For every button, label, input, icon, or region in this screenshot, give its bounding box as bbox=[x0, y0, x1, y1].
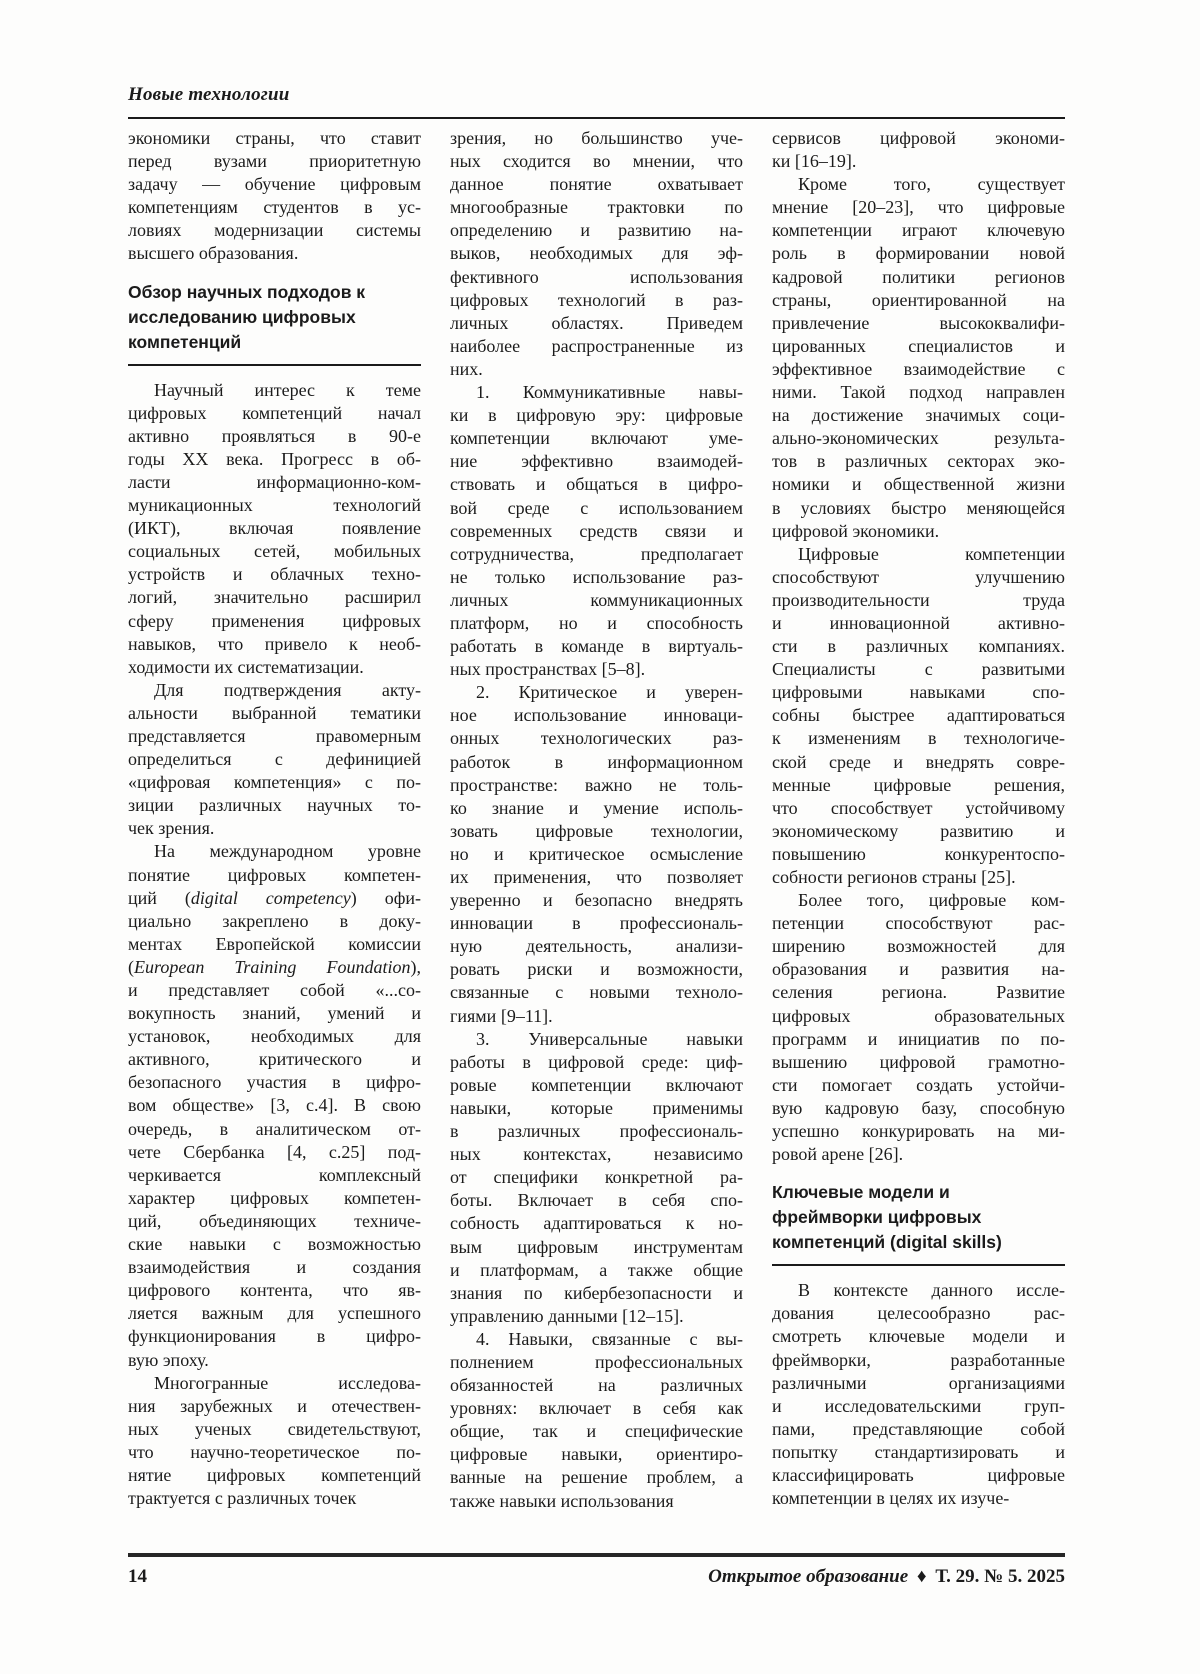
text-line: зовать цифровые технологии, bbox=[450, 820, 743, 841]
paragraph bbox=[128, 379, 421, 679]
text-line: активного, критического и bbox=[128, 1049, 421, 1070]
text-line: чек зрения. bbox=[128, 818, 215, 839]
text-line: чете Сбербанка [4, с.25] под- bbox=[128, 1141, 421, 1162]
text-line: платформ, но и способность bbox=[450, 612, 743, 633]
text-line: что способствует устойчивому bbox=[772, 797, 1065, 818]
text-line: ментах Европейской комиссии bbox=[128, 933, 421, 954]
text-line: работы в цифровой среде: циф- bbox=[450, 1051, 743, 1072]
text-line: собности регионов страны [25]. bbox=[772, 867, 1016, 887]
text-line: собны быстрее адаптироваться bbox=[772, 705, 1065, 726]
text-line: программ и инициатив по по- bbox=[772, 1028, 1065, 1049]
text-line: компетенции в целях их изуче- bbox=[772, 1488, 1010, 1509]
text-line: обязанностей на различных bbox=[450, 1375, 743, 1396]
text-line: успешно конкурировать на ми- bbox=[772, 1121, 1065, 1142]
text-line: онных технологических раз- bbox=[450, 728, 743, 749]
journal-reference bbox=[708, 1566, 1065, 1588]
text-line: Научный интерес к теме bbox=[154, 379, 421, 400]
text-line: фективного использования bbox=[450, 266, 743, 287]
text-line: личных коммуникационных bbox=[450, 589, 743, 610]
text-line: цифровых образовательных bbox=[772, 1005, 1065, 1026]
text-line: личных областях. Приведем bbox=[450, 312, 743, 333]
text-line: собность адаптироваться к но- bbox=[450, 1213, 743, 1234]
text-line: взаимодействия и создания bbox=[128, 1257, 421, 1278]
text-line: трактуется с различных точек bbox=[128, 1488, 357, 1509]
text-line: знания по кибербезопасности и bbox=[450, 1282, 743, 1303]
text-line: определиться с дефиницией bbox=[128, 749, 421, 770]
text-line: наиболее распространенные из bbox=[450, 335, 743, 356]
text-line: номики и общественной жизни bbox=[772, 474, 1065, 495]
text-line: ними. Такой подход направлен bbox=[772, 382, 1065, 403]
text-line: вым цифровым инструментам bbox=[450, 1236, 743, 1257]
text-line: в условиях быстро меняющейся bbox=[772, 497, 1065, 518]
text-line: ных сходится во мнении, что bbox=[450, 151, 743, 172]
text-line: характер цифровых компетен- bbox=[128, 1187, 421, 1208]
text-line: цифровой экономики. bbox=[772, 520, 940, 541]
section-heading bbox=[128, 280, 421, 366]
text-line: образования и развития на- bbox=[772, 959, 1065, 980]
text-line: 4. Навыки, связанные с вы- bbox=[476, 1328, 743, 1349]
text-line: Ключевые модели и bbox=[772, 1182, 950, 1203]
paragraph bbox=[128, 840, 421, 1371]
text-line: циально закреплено в доку- bbox=[128, 910, 421, 931]
text-line: и инновационной активно- bbox=[772, 612, 1065, 633]
text-line: 1. Коммуникативные навы- bbox=[476, 382, 743, 403]
text-line: исследованию цифровых bbox=[128, 306, 356, 327]
text-line: что научно-теоретическое по- bbox=[128, 1441, 421, 1462]
paragraph bbox=[128, 679, 421, 841]
text-line: годы XX века. Прогресс в об- bbox=[128, 448, 421, 469]
text-line: компетенции играют ключевую bbox=[772, 220, 1065, 241]
text-line: ную деятельность, анализи- bbox=[450, 936, 743, 957]
text-line: ловиях модернизации системы bbox=[128, 220, 421, 241]
text-line: привлечение высококвалифи- bbox=[772, 312, 1065, 333]
text-line: общие, так и специфические bbox=[450, 1421, 743, 1442]
text-line: пространстве: важно не толь- bbox=[450, 774, 743, 795]
paragraph bbox=[772, 889, 1065, 1166]
footer-rule bbox=[128, 1553, 1065, 1557]
text-line: данное понятие охватывает bbox=[450, 174, 743, 195]
text-line: компетенций bbox=[128, 331, 242, 352]
text-line: многообразные трактовки по bbox=[450, 197, 743, 218]
text-line: устройств и облачных техно- bbox=[128, 564, 421, 585]
running-head bbox=[128, 84, 290, 106]
text-line: вую эпоху. bbox=[128, 1349, 209, 1370]
issue-info: Т. 29. № 5. 2025 bbox=[935, 1566, 1065, 1587]
text-line: ния зарубежных и отечествен- bbox=[128, 1395, 421, 1416]
paragraph bbox=[772, 543, 1065, 889]
paragraph bbox=[450, 1028, 743, 1328]
text-line: нятие цифровых компетенций bbox=[128, 1464, 421, 1485]
text-line: вой среде с использованием bbox=[450, 497, 743, 518]
text-line: и платформам, а также общие bbox=[450, 1259, 743, 1280]
text-line: навыки, которые применимы bbox=[450, 1097, 743, 1118]
text-line: активно проявляться в 90-е bbox=[128, 425, 421, 446]
text-line: вышению цифровой грамотно- bbox=[772, 1051, 1065, 1072]
text-line: к изменениям в технологиче- bbox=[772, 728, 1065, 749]
text-line: очередь, в аналитическом от- bbox=[128, 1118, 421, 1139]
text-line: производительности труда bbox=[772, 589, 1065, 610]
text-line: фреймворки цифровых bbox=[772, 1207, 982, 1228]
text-line: ляется важным для успешного bbox=[128, 1303, 421, 1324]
text-line: зрения, но большинство уче- bbox=[450, 128, 743, 148]
paragraph bbox=[772, 127, 1065, 173]
paragraph bbox=[450, 127, 743, 381]
text-line: них. bbox=[450, 358, 483, 379]
text-line: ширению возможностей для bbox=[772, 936, 1065, 957]
text-line: задачу — обучение цифровым bbox=[128, 174, 421, 195]
text-line: ций, объединяющих техниче- bbox=[128, 1210, 421, 1231]
diamond-icon: ♦ bbox=[916, 1566, 927, 1587]
text-line: ровые компетенции включают bbox=[450, 1074, 743, 1095]
text-line: ской среде и внедрять совре- bbox=[772, 751, 1065, 772]
text-line: ных контекстах, независимо bbox=[450, 1144, 743, 1165]
text-line: ласти информационно-ком- bbox=[128, 471, 421, 492]
paragraph bbox=[450, 1328, 743, 1513]
text-line: навыков, что привело к необ- bbox=[128, 633, 421, 654]
text-line: компетенций (digital skills) bbox=[772, 1232, 1002, 1253]
text-line: ванные на решение проблем, а bbox=[450, 1467, 743, 1488]
text-line: На международном уровне bbox=[154, 841, 421, 862]
text-line: компетенции включают уме- bbox=[450, 428, 743, 449]
text-line: экономическому развитию и bbox=[772, 820, 1065, 841]
text-line: и представляет собой «...со- bbox=[128, 980, 421, 1000]
text-line: пами, представляющие собой bbox=[772, 1418, 1065, 1439]
text-line: от специфики конкретной ра- bbox=[450, 1167, 743, 1188]
journal-title: Открытое образование bbox=[708, 1566, 909, 1587]
text-line: повышению конкурентоспо- bbox=[772, 843, 1065, 864]
paragraph bbox=[772, 173, 1065, 543]
text-line: управлению данными [12–15]. bbox=[450, 1305, 684, 1326]
text-line: вую кадровую базу, способную bbox=[772, 1097, 1065, 1118]
text-line: дования целесообразно рас- bbox=[772, 1303, 1065, 1324]
text-line: зиции различных научных то- bbox=[128, 795, 421, 816]
text-line: понятие цифровых компетен- bbox=[128, 864, 421, 885]
text-line: (European Training Foundation), bbox=[128, 956, 421, 977]
text-line: боты. Включает в себя спо- bbox=[450, 1190, 743, 1211]
text-line: ние эффективно взаимодей- bbox=[450, 451, 743, 472]
text-line: цифровых компетенций начал bbox=[128, 402, 421, 423]
text-line: работать в команде в виртуаль- bbox=[450, 636, 743, 657]
text-line: страны, ориентированной на bbox=[772, 289, 1065, 310]
section-heading bbox=[772, 1180, 1065, 1266]
text-line: социальных сетей, мобильных bbox=[128, 541, 421, 562]
text-line: логий, значительно расширил bbox=[128, 587, 421, 608]
text-line: цированных специалистов и bbox=[772, 335, 1065, 356]
text-line: высшего образования. bbox=[128, 243, 299, 264]
text-line: на достижение значимых соци- bbox=[772, 405, 1065, 426]
text-line: перед вузами приоритетную bbox=[128, 151, 421, 172]
text-line: Специалисты с развитыми bbox=[772, 659, 1065, 680]
text-line: способствуют улучшению bbox=[772, 566, 1065, 587]
text-line: ных пространствах [5–8]. bbox=[450, 659, 646, 680]
text-line: уверенно и безопасно внедрять bbox=[450, 890, 743, 911]
text-line: связанные с новыми техноло- bbox=[450, 982, 743, 1003]
text-line: инновации в профессиональ- bbox=[450, 913, 743, 934]
text-line: кадровой политики регионов bbox=[772, 266, 1065, 287]
text-line: 2. Критическое и уверен- bbox=[476, 682, 743, 703]
text-line: Кроме того, существует bbox=[798, 174, 1065, 195]
text-line: ровать риски и возможности, bbox=[450, 959, 743, 980]
text-line: и исследовательскими груп- bbox=[772, 1395, 1065, 1416]
text-line: выков, необходимых для эф- bbox=[450, 243, 743, 264]
page-number: 14 bbox=[128, 1566, 147, 1587]
text-line: цифрового контента, что яв- bbox=[128, 1280, 421, 1301]
column-1 bbox=[128, 127, 421, 1513]
text-line: экономики страны, что ставит bbox=[128, 128, 421, 148]
page-footer bbox=[128, 1566, 1065, 1588]
text-line: менные цифровые решения, bbox=[772, 774, 1065, 795]
text-line: гиями [9–11]. bbox=[450, 1005, 553, 1026]
text-line: различными организациями bbox=[772, 1372, 1065, 1393]
text-line: в различных профессиональ- bbox=[450, 1121, 743, 1142]
text-line: компетенциям студентов в ус- bbox=[128, 197, 421, 218]
text-line: цифровыми навыками спо- bbox=[772, 682, 1065, 703]
text-line: сти помогает создать устойчи- bbox=[772, 1074, 1065, 1095]
text-line: ки [16–19]. bbox=[772, 151, 857, 172]
text-line: Цифровые компетенции bbox=[798, 543, 1065, 564]
text-line: функционирования в цифро- bbox=[128, 1326, 421, 1347]
text-line: ки в цифровую эру: цифровые bbox=[450, 405, 743, 426]
text-line: ские навыки с возможностью bbox=[128, 1234, 421, 1255]
text-line: фреймворки, разработанные bbox=[772, 1349, 1065, 1370]
paragraph bbox=[128, 127, 421, 266]
text-line: уровнях: включает в себя как bbox=[450, 1398, 743, 1419]
text-line: сотрудничества, предполагает bbox=[450, 543, 743, 564]
text-line: «цифровая компетенция» с по- bbox=[128, 772, 421, 793]
text-line: Для подтверждения акту- bbox=[154, 679, 421, 700]
text-line: черкивается комплексный bbox=[128, 1164, 421, 1185]
text-columns bbox=[128, 127, 1065, 1513]
header-rule bbox=[128, 117, 1065, 119]
text-line: муникационных технологий bbox=[128, 495, 421, 516]
text-line: ных ученых свидетельствуют, bbox=[128, 1418, 421, 1439]
text-line: но и критическое осмысление bbox=[450, 843, 743, 864]
paragraph bbox=[450, 681, 743, 1027]
section-title: Новые технологии bbox=[128, 84, 290, 105]
text-line: представляется правомерным bbox=[128, 725, 421, 746]
text-line: сти в различных компаниях. bbox=[772, 636, 1065, 657]
text-line: не только использование раз- bbox=[450, 566, 743, 587]
text-line: вокупность знаний, умений и bbox=[128, 1003, 421, 1024]
text-line: Обзор научных подходов к bbox=[128, 281, 366, 302]
text-line: работок в информационном bbox=[450, 751, 743, 772]
text-line: роль в формировании новой bbox=[772, 243, 1065, 264]
text-line: ровой арене [26]. bbox=[772, 1144, 904, 1165]
text-line: цифровых технологий в раз- bbox=[450, 289, 743, 310]
text-line: попытку стандартизировать и bbox=[772, 1441, 1065, 1462]
text-line: тов в различных секторах эко- bbox=[772, 451, 1065, 472]
text-line: ко знание и умение исполь- bbox=[450, 797, 743, 818]
text-line: вом обществе» [3, с.4]. В свою bbox=[128, 1095, 421, 1116]
text-line: цифровые навыки, ориентиро- bbox=[450, 1444, 743, 1465]
text-line: В контексте данного иссле- bbox=[798, 1280, 1065, 1301]
text-line: полнением профессиональных bbox=[450, 1351, 743, 1372]
text-line: определению и развитию на- bbox=[450, 220, 743, 241]
text-line: (ИКТ), включая появление bbox=[128, 518, 421, 539]
text-line: также навыки использования bbox=[450, 1490, 674, 1511]
text-line: мнение [20–23], что цифровые bbox=[772, 197, 1065, 218]
paragraph bbox=[772, 1279, 1065, 1510]
text-line: ствовать и общаться в цифро- bbox=[450, 474, 743, 495]
paragraph bbox=[450, 381, 743, 681]
text-line: ально-экономических результа- bbox=[772, 428, 1065, 449]
column-2 bbox=[450, 127, 743, 1513]
column-3 bbox=[772, 127, 1065, 1513]
text-line: современных средств связи и bbox=[450, 520, 743, 541]
text-line: сферу применения цифровых bbox=[128, 610, 421, 631]
text-line: классифицировать цифровые bbox=[772, 1464, 1065, 1485]
text-line: Многогранные исследова- bbox=[154, 1372, 421, 1393]
text-line: петенции способствуют рас- bbox=[772, 913, 1065, 934]
paragraph bbox=[128, 1372, 421, 1511]
text-line: сервисов цифровой экономи- bbox=[772, 128, 1065, 148]
text-line: ций (digital competency) офи- bbox=[128, 887, 421, 908]
text-line: Более того, цифровые ком- bbox=[798, 890, 1065, 911]
text-line: эффективное взаимодействие с bbox=[772, 358, 1065, 379]
text-line: 3. Универсальные навыки bbox=[476, 1028, 743, 1049]
text-line: установок, необходимых для bbox=[128, 1026, 421, 1047]
text-line: смотреть ключевые модели и bbox=[772, 1326, 1065, 1347]
text-line: их применения, что позволяет bbox=[450, 867, 743, 887]
text-line: ходимости их систематизации. bbox=[128, 656, 364, 677]
text-line: безопасного участия в цифро- bbox=[128, 1072, 421, 1093]
text-line: ное использование инноваци- bbox=[450, 705, 743, 726]
text-line: альности выбранной тематики bbox=[128, 702, 421, 723]
text-line: селения региона. Развитие bbox=[772, 982, 1065, 1003]
